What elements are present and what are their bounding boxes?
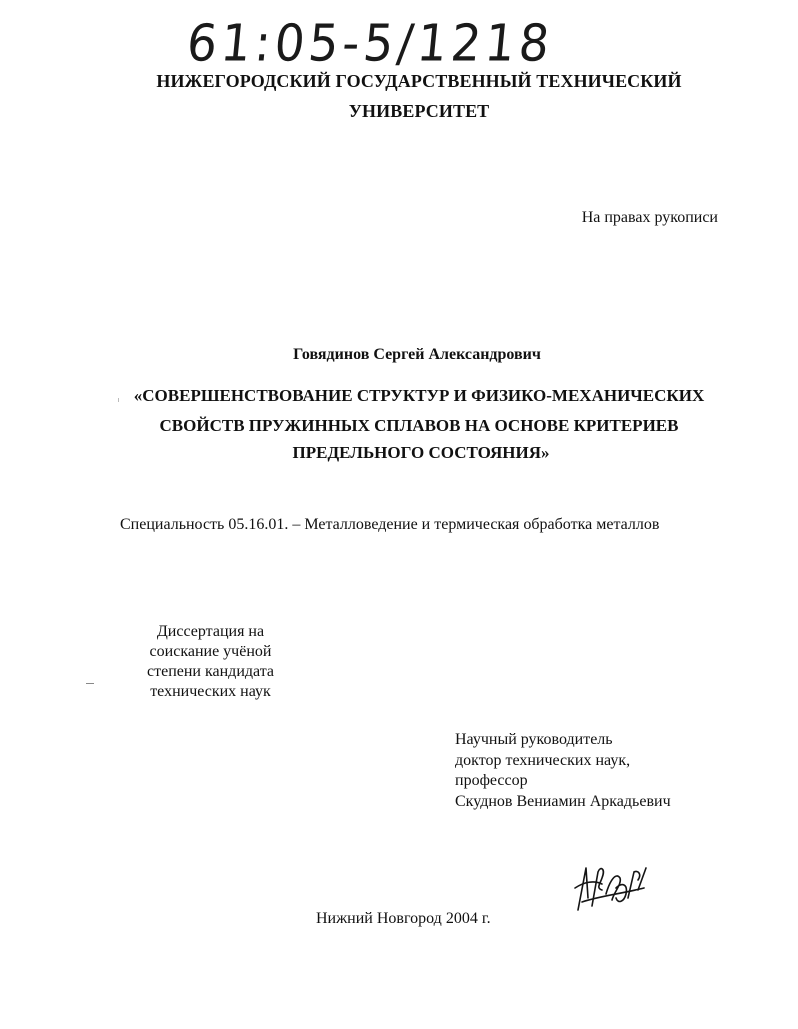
scan-speck <box>118 398 119 402</box>
dissertation-degree-block <box>128 622 293 702</box>
degree-line-2: соискание учёной <box>149 643 272 660</box>
university-name-line-2: УНИВЕРСИТЕТ <box>348 101 490 121</box>
supervisor-line-1: Научный руководитель <box>455 731 613 748</box>
city-and-year: Нижний Новгород 2004 г. <box>316 910 491 927</box>
supervisor-line-2: доктор технических наук, <box>455 751 631 769</box>
handwritten-archive-number: 61:05-5/1218 <box>184 14 556 74</box>
rights-note: На правах рукописи <box>581 209 718 226</box>
supervisor-line-4: Скуднов Вениамин Аркадьевич <box>455 792 671 810</box>
supervisor-block <box>455 730 671 812</box>
supervisor-line-3: профессор <box>455 772 528 789</box>
degree-line-4: технических наук <box>150 683 271 700</box>
handwritten-signature <box>572 858 652 918</box>
author-name: Говядинов Сергей Александрович <box>293 346 541 363</box>
dissertation-title-line-2: СВОЙСТВ ПРУЖИННЫХ СПЛАВОВ НА ОСНОВЕ КРИТЕРИЕВ <box>159 416 679 435</box>
specialty-line: Специальность 05.16.01. – Металловедение и термическая обработка металлов <box>120 516 660 533</box>
degree-line-3: степени кандидата <box>147 663 274 680</box>
degree-line-1: Диссертация на <box>156 623 265 640</box>
scan-speck <box>86 683 94 684</box>
dissertation-title-line-3: ПРЕДЕЛЬНОГО СОСТОЯНИЯ» <box>292 443 550 462</box>
dissertation-title-line-1: «СОВЕРШЕНСТВОВАНИЕ СТРУКТУР И ФИЗИКО-МЕХАНИЧЕСКИХ <box>133 386 705 405</box>
university-name-line-1: НИЖЕГОРОДСКИЙ ГОСУДАРСТВЕННЫЙ ТЕХНИЧЕСКИЙ <box>156 71 682 91</box>
